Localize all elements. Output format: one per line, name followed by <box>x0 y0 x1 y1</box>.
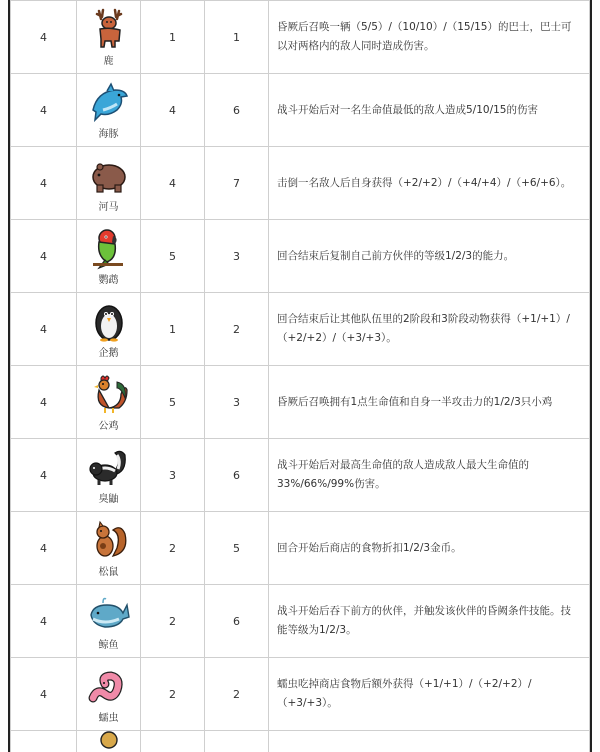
table-row <box>11 439 590 512</box>
pet-cell <box>77 366 141 439</box>
pet-name: 蠕虫 <box>98 713 119 724</box>
health-cell: 6 <box>205 439 269 512</box>
attack-cell: 4 <box>141 74 205 147</box>
tier-cell: 4 <box>11 439 77 512</box>
hippo-icon <box>87 153 131 197</box>
health-cell: 3 <box>205 366 269 439</box>
ability-cell: 战斗开始后吞下前方的伙伴，并触发该伙伴的昏阙条件技能。技能等级为1/2/3。 <box>269 585 590 658</box>
pet-cell <box>77 731 141 752</box>
ability-cell: 昏厥后召唤一辆（5/5）/（10/10）/（15/15）的巴士，巴士可以对两格内的敌人同时造成伤害。 <box>269 1 590 74</box>
health-cell: 5 <box>205 512 269 585</box>
rooster-icon <box>87 372 131 416</box>
attack-cell: 4 <box>141 147 205 220</box>
table-row <box>11 293 590 366</box>
pet-cell <box>77 585 141 658</box>
attack-cell: 5 <box>141 220 205 293</box>
table-row <box>11 147 590 220</box>
pet-cell <box>77 1 141 74</box>
pet-table-frame <box>8 0 592 752</box>
ability-cell: 回合结束后复制自己前方伙伴的等级1/2/3的能力。 <box>269 220 590 293</box>
health-cell: 6 <box>205 74 269 147</box>
squirrel-icon <box>87 518 131 562</box>
ability-cell: 击倒一名敌人后自身获得（+2/+2）/（+4/+4）/（+6/+6）。 <box>269 147 590 220</box>
tier-cell: 4 <box>11 74 77 147</box>
table-row <box>11 1 590 74</box>
ability-cell <box>269 731 590 752</box>
pet-name: 松鼠 <box>98 567 119 578</box>
table-row <box>11 512 590 585</box>
health-cell: 7 <box>205 147 269 220</box>
pet-name: 臭鼬 <box>98 494 119 505</box>
ability-cell: 昏厥后召唤拥有1点生命值和自身一半攻击力的1/2/3只小鸡 <box>269 366 590 439</box>
tier-cell: 4 <box>11 293 77 366</box>
pet-name: 海豚 <box>98 129 119 140</box>
table-row <box>11 74 590 147</box>
pet-name: 鲸鱼 <box>98 640 119 651</box>
health-cell <box>205 731 269 752</box>
health-cell: 2 <box>205 658 269 731</box>
health-cell: 1 <box>205 1 269 74</box>
attack-cell: 1 <box>141 1 205 74</box>
table-row <box>11 585 590 658</box>
tier-cell: 4 <box>11 366 77 439</box>
table-row <box>11 366 590 439</box>
pet-name: 企鹅 <box>98 348 119 359</box>
deer-icon <box>87 7 131 51</box>
ability-cell: 回合开始后商店的食物折扣1/2/3金币。 <box>269 512 590 585</box>
tier-cell: 4 <box>11 658 77 731</box>
pet-cell <box>77 147 141 220</box>
tier-cell: 4 <box>11 1 77 74</box>
health-cell: 2 <box>205 293 269 366</box>
attack-cell <box>141 731 205 752</box>
table-row-partial <box>11 731 590 752</box>
health-cell: 6 <box>205 585 269 658</box>
worm-icon <box>87 664 131 708</box>
penguin-icon <box>87 299 131 343</box>
pet-name: 鹿 <box>103 56 114 67</box>
parrot-icon <box>87 226 131 270</box>
pet-table <box>10 0 590 752</box>
ability-cell: 战斗开始后对最高生命值的敌人造成敌人最大生命值的33%/66%/99%伤害。 <box>269 439 590 512</box>
attack-cell: 2 <box>141 585 205 658</box>
attack-cell: 2 <box>141 512 205 585</box>
whale-icon <box>87 591 131 635</box>
ability-cell: 战斗开始后对一名生命值最低的敌人造成5/10/15的伤害 <box>269 74 590 147</box>
table-row <box>11 220 590 293</box>
pet-name: 河马 <box>98 202 119 213</box>
tier-cell: 4 <box>11 585 77 658</box>
attack-cell: 5 <box>141 366 205 439</box>
attack-cell: 3 <box>141 439 205 512</box>
tier-cell: 4 <box>11 512 77 585</box>
health-cell: 3 <box>205 220 269 293</box>
tier-cell <box>11 731 77 752</box>
partial-pet-icon <box>87 716 131 752</box>
pet-cell <box>77 74 141 147</box>
dolphin-icon <box>87 80 131 124</box>
pet-cell <box>77 512 141 585</box>
tier-cell: 4 <box>11 220 77 293</box>
pet-cell <box>77 439 141 512</box>
ability-cell: 蠕虫吃掉商店食物后额外获得（+1/+1）/（+2/+2）/（+3/+3）。 <box>269 658 590 731</box>
ability-cell: 回合结束后让其他队伍里的2阶段和3阶段动物获得（+1/+1）/（+2/+2）/（+3/+3）。 <box>269 293 590 366</box>
pet-cell <box>77 293 141 366</box>
attack-cell: 2 <box>141 658 205 731</box>
pet-cell <box>77 220 141 293</box>
attack-cell: 1 <box>141 293 205 366</box>
tier-cell: 4 <box>11 147 77 220</box>
pet-name: 公鸡 <box>98 421 119 432</box>
skunk-icon <box>87 445 131 489</box>
pet-name: 鹦鹉 <box>98 275 119 286</box>
